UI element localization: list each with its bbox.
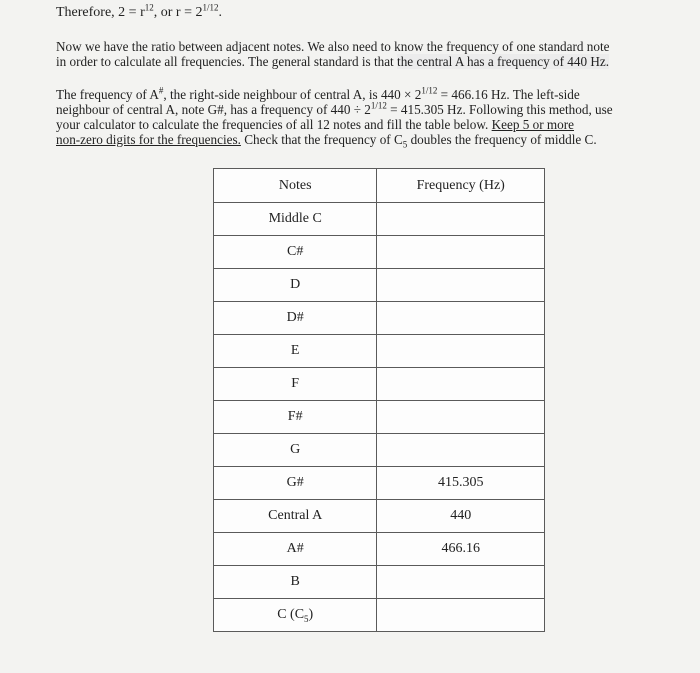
note-cell: G# bbox=[214, 467, 377, 500]
frequency-cell[interactable] bbox=[377, 599, 545, 632]
table-row bbox=[214, 599, 545, 632]
frequency-cell[interactable] bbox=[377, 236, 545, 269]
table-row bbox=[214, 467, 545, 500]
frequency-cell[interactable] bbox=[377, 401, 545, 434]
underlined-instruction-1: Keep 5 or more bbox=[491, 117, 575, 132]
frequency-cell[interactable]: 440 bbox=[377, 500, 545, 533]
frequency-cell[interactable] bbox=[377, 368, 545, 401]
underlined-instruction-2: non-zero digits for the frequencies. bbox=[56, 132, 241, 147]
note-c5-sub: 5 bbox=[304, 613, 309, 624]
table-row bbox=[214, 500, 545, 533]
p2-l1-b: , the right-side neighbour of central A, is 440 × 2 bbox=[163, 87, 422, 102]
table-row bbox=[214, 434, 545, 467]
p2-sharp-sup: # bbox=[158, 85, 164, 96]
table-header-row bbox=[214, 169, 545, 203]
frequency-cell[interactable] bbox=[377, 302, 545, 335]
paragraph2-line1 bbox=[56, 87, 676, 102]
p2-l2-b: = 415.305 Hz. Following this method, use bbox=[386, 102, 613, 117]
p2-l1-c: = 466.16 Hz. The left-side bbox=[437, 87, 580, 102]
frequency-cell[interactable] bbox=[377, 335, 545, 368]
paragraph1-line2 bbox=[56, 54, 676, 69]
intro-prefix: Therefore, 2 = r bbox=[56, 5, 145, 20]
table-row bbox=[214, 236, 545, 269]
intro-suffix: . bbox=[218, 5, 222, 20]
frequency-cell[interactable] bbox=[377, 434, 545, 467]
note-cell: G bbox=[214, 434, 377, 467]
paragraph2-line2 bbox=[56, 102, 676, 117]
paragraph1-line2-text: in order to calculate all frequencies. The general standard is that bbox=[56, 54, 398, 69]
intro-mid: , or r = 2 bbox=[153, 5, 203, 20]
paragraph2-line4 bbox=[56, 132, 676, 150]
table-row bbox=[214, 203, 545, 236]
frequency-cell[interactable]: 415.305 bbox=[377, 467, 545, 500]
header-notes: Notes bbox=[214, 169, 377, 203]
note-cell: D# bbox=[214, 302, 377, 335]
p2-l3-a: your calculator to calculate the frequencies of all 12 notes and fill the table below. bbox=[56, 117, 492, 132]
note-c5-end: ) bbox=[308, 607, 314, 622]
p2-l2-a: neighbour of central A, note G#, has a frequency of 440 ÷ 2 bbox=[56, 102, 371, 117]
note-cell: D bbox=[214, 269, 377, 302]
table-row bbox=[214, 368, 545, 401]
highlighted-text: the central A has a frequency of 440 Hz. bbox=[397, 54, 610, 69]
p2-l4-a: Check that the frequency of C bbox=[240, 132, 403, 147]
paragraph-standard-note bbox=[56, 39, 676, 69]
frequency-cell[interactable] bbox=[377, 269, 545, 302]
note-cell: A# bbox=[214, 533, 377, 566]
table-row bbox=[214, 302, 545, 335]
p2-l1-a: The frequency of A bbox=[56, 87, 159, 102]
frequency-cell[interactable] bbox=[377, 566, 545, 599]
note-cell bbox=[214, 599, 377, 632]
frequency-cell[interactable] bbox=[377, 203, 545, 236]
frequency-table bbox=[213, 168, 545, 632]
intro-exponent-1-12: 1/12 bbox=[202, 2, 219, 13]
frequency-cell[interactable]: 466.16 bbox=[377, 533, 545, 566]
paragraph2-line3 bbox=[56, 117, 676, 132]
intro-exponent-12: 12 bbox=[144, 2, 154, 13]
paragraph1-line1: Now we have the ratio between adjacent notes. We also need to know the frequency of one standard note bbox=[56, 39, 610, 54]
table-row bbox=[214, 335, 545, 368]
header-frequency: Frequency (Hz) bbox=[377, 169, 545, 203]
note-cell: E bbox=[214, 335, 377, 368]
note-cell: C# bbox=[214, 236, 377, 269]
note-cell: F# bbox=[214, 401, 377, 434]
intro-line bbox=[56, 4, 222, 22]
note-cell: Central A bbox=[214, 500, 377, 533]
note-cell: B bbox=[214, 566, 377, 599]
p2-l4-b: doubles the frequency of middle C. bbox=[407, 132, 597, 147]
note-cell: Middle C bbox=[214, 203, 377, 236]
table-row bbox=[214, 566, 545, 599]
table-row bbox=[214, 533, 545, 566]
p2-l1-exp: 1/12 bbox=[421, 85, 438, 96]
note-c5-text: C (C bbox=[277, 607, 305, 622]
table-row bbox=[214, 269, 545, 302]
p2-c5-sub: 5 bbox=[402, 139, 408, 150]
p2-l2-exp: 1/12 bbox=[370, 100, 387, 111]
table-row bbox=[214, 401, 545, 434]
note-cell: F bbox=[214, 368, 377, 401]
paragraph-instructions bbox=[56, 85, 676, 150]
